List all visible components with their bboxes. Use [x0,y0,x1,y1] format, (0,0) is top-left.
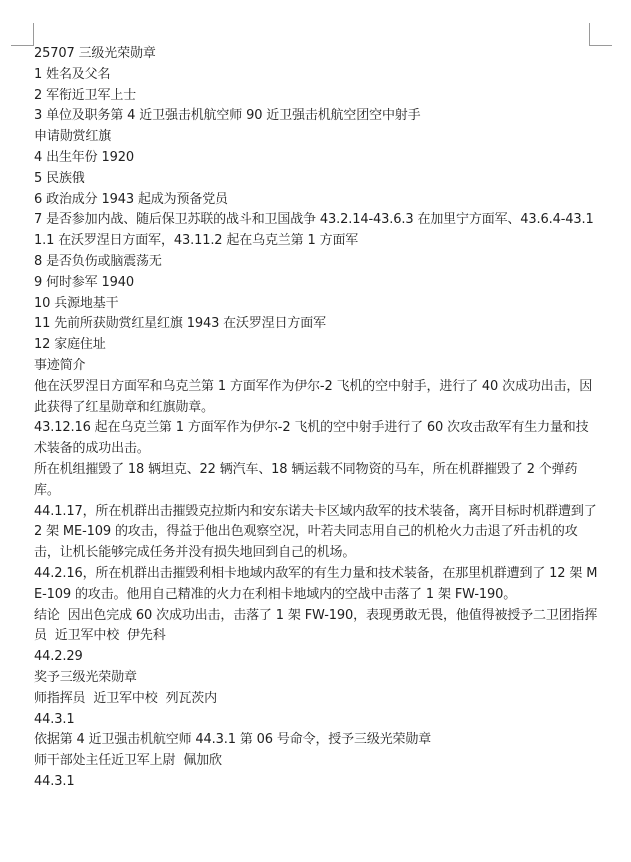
field-wounds: 8 是否负伤或脑震荡无 [34,253,162,269]
summary-paragraph: 他在沃罗涅日方面军和乌克兰第 1 方面军作为伊尔-2 飞机的空中射手，进行了 40 次成功出击，因此获得了红星勋章和红旗勋章。 [34,378,593,415]
field-previous-awards: 11 先前所获勋赏红星红旗 1943 在沃罗涅日方面军 [34,316,326,332]
field-enlistment: 9 何时参军 1940 [34,274,134,290]
order-reference: 依据第 4 近卫强击机航空师 44.3.1 第 06 号命令，授予三级光荣勋章 [34,732,432,748]
field-rank: 2 军衔近卫军上士 [34,87,137,103]
section-heading-summary: 事迹简介 [34,357,86,373]
date-line: 44.3.1 [34,773,75,789]
field-birth-year: 4 出生年份 1920 [34,149,134,165]
award-request: 申请勋赏红旗 [34,129,112,145]
summary-paragraph: 所在机组摧毁了 18 辆坦克、22 辆汽车、18 辆运载不同物资的马车，所在机群摧毁了 2 个弹药库。 [34,461,578,498]
conclusion-paragraph: 结论 因出色完成 60 次成功出击，击落了 1 架 FW-190，表现勇敢无畏，他值得被授予二卫团指挥员 近卫军中校 伊先科 [34,607,598,644]
summary-paragraph: 43.12.16 起在乌克兰第 1 方面军作为伊尔-2 飞机的空中射手进行了 60 次攻击敌军有生力量和技术装备的成功出击。 [34,420,589,457]
award-decision: 奖予三级光荣勋章 [34,669,137,685]
document-title: 25707 三级光荣勋章 [34,46,156,61]
summary-paragraph: 44.1.17，所在机群出击摧毁克拉斯内和安东诺夫卡区域内敌军的技术装备，离开目标时机群遭到了 2 架 ME-109 的攻击，得益于他出色观察空况，叶若夫同志用自己的机枪火力击退了歼击机的攻击，让机长能够完成任务并没有损失地回到自己的机场。 [34,503,601,561]
field-party: 6 政治成分 1943 起成为预备党员 [34,191,228,207]
field-address: 12 家庭住址 [34,337,106,353]
field-unit: 3 单位及职务第 4 近卫强击机航空师 90 近卫强击机航空团空中射手 [34,108,421,124]
margin-mark-top-right [589,23,612,46]
signatory-line: 师干部处主任近卫军上尉 佩加欣 [34,753,222,769]
field-recruitment: 10 兵源地基干 [34,295,119,311]
document-body [34,44,600,793]
field-nationality: 5 民族俄 [34,170,85,186]
field-name: 1 姓名及父名 [34,66,111,82]
date-line: 44.3.1 [34,711,75,727]
date-line: 44.2.29 [34,649,83,665]
signatory-line: 师指挥员 近卫军中校 列瓦茨内 [34,690,217,706]
margin-mark-top-left [11,23,34,46]
field-war-service: 7 是否参加内战、随后保卫苏联的战斗和卫国战争 43.2.14-43.6.3 在加里宁方面军、43.6.4-43.11.1 在沃罗涅日方面军，43.11.2 起在乌克兰第 1 方面军 [34,212,594,249]
summary-paragraph: 44.2.16，所在机群出击摧毁利相卡地域内敌军的有生力量和技术装备，在那里机群遭到了 12 架 ME-109 的攻击。他用自己精准的火力在利相卡地域内的空战中击落了 1 架 FW-190。 [34,565,598,602]
